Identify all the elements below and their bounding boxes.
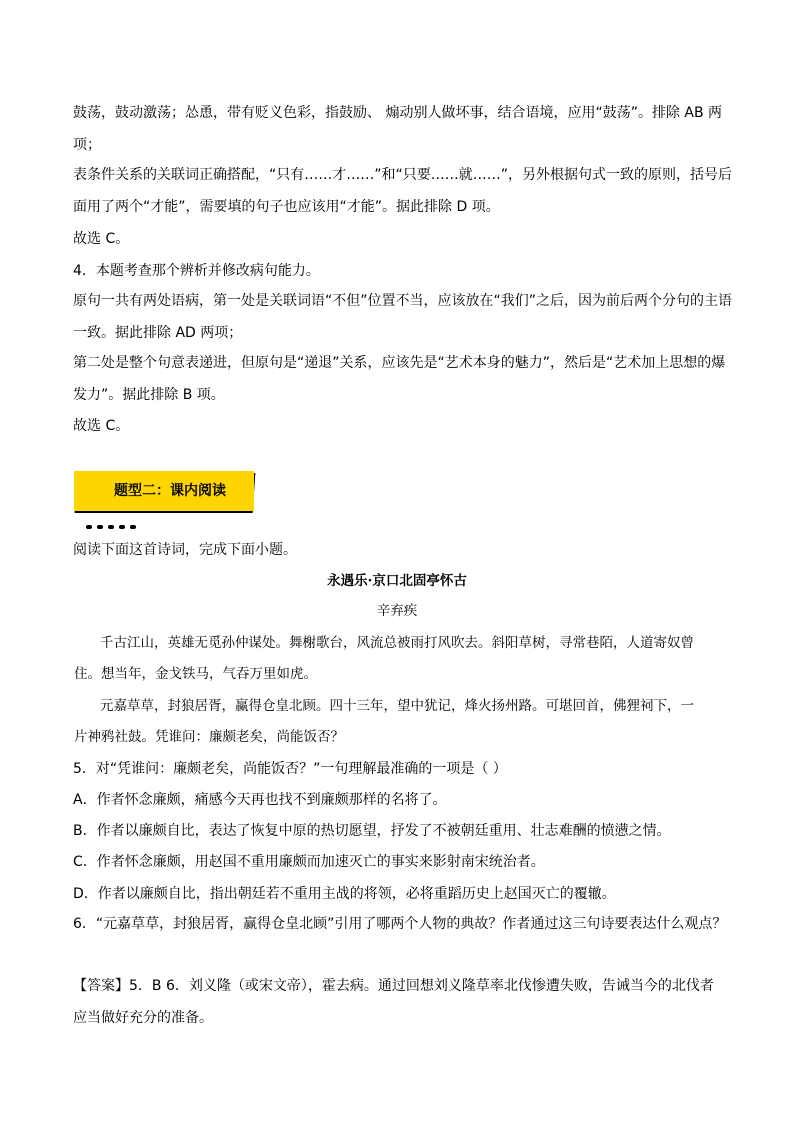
instruction-text: 阅读下面这首诗词，完成下面小题。 <box>73 542 297 558</box>
poem-line: 元嘉草草，封狼居胥，赢得仓皇北顾。四十三年，望中犹记，烽火扬州路。可堪回首，佛狸祠下，一 <box>100 698 694 714</box>
section-banner <box>70 467 258 517</box>
explanation-line: 项； <box>73 137 101 153</box>
explanation-line: 原句一共有两处语病，第一处是关联词语“不但”位置不当，应该放在“我们”之后，因为前后两个分句的主语 <box>73 293 733 309</box>
question-six: 6．“元嘉草草，封狼居胥，赢得仓皇北顾”引用了哪两个人物的典故？作者通过这三句诗要表达什么观点？ <box>73 916 727 932</box>
question-option-a: A．作者怀念廉颇，痛感今天再也找不到廉颇那样的名将了。 <box>73 792 447 808</box>
explanation-line: 4．本题考查那个辨析并修改病句能力。 <box>73 263 320 279</box>
explanation-line: 第二处是整个句意表递进，但原句是“递退”关系，应该先是“艺术本身的魅力”，然后是“艺术加上思想的爆 <box>73 355 726 371</box>
explanation-line: 故选 C。 <box>73 418 130 434</box>
poem-line: 千古江山，英雄无觅孙仲谋处。舞榭歌台，风流总被雨打风吹去。斜阳草树，寻常巷陌，人道寄奴曾 <box>100 635 694 651</box>
explanation-line: 一致。据此排除 AD 两项； <box>73 325 243 341</box>
explanation-line: 表条件关系的关联词正确搭配，“只有……才……”和“只要……就……”，另外根据句式一致的原则，括号后 <box>73 167 733 183</box>
question-option-b: B．作者以廉颇自比，表达了恢复中原的热切愿望，抒发了不被朝廷重用、壮志难酬的愤懑之情。 <box>73 823 671 839</box>
explanation-line: 故选 C。 <box>73 231 130 247</box>
poem-line: 片神鸦社鼓。凭谁问：廉颇老矣，尚能饭否？ <box>74 729 344 745</box>
question-option-d: D．作者以廉颇自比，指出朝廷若不重用主战的将领，必将重蹈历史上赵国灭亡的覆辙。 <box>73 886 616 902</box>
question-stem: 5．对“凭谁问：廉颇老矣，尚能饭否？”一句理解最准确的一项是（ ） <box>73 761 507 777</box>
answer-line: 应当做好充分的准备。 <box>73 1010 213 1026</box>
banner-decoration <box>86 514 141 533</box>
question-option-c: C．作者怀念廉颇，用赵国不重用廉颇而加速灭亡的事实来影射南宋统治者。 <box>73 854 545 870</box>
section-title: 题型二：课内阅读 <box>114 483 226 499</box>
poem-title: 永遇乐·京口北固亭怀古 <box>327 573 467 589</box>
explanation-line: 鼓荡，鼓动激荡；怂恿，带有贬义色彩，指鼓励、 煽动别人做坏事，结合语境，应用“鼓荡”。排除 AB 两 <box>73 105 723 121</box>
answer-line: 【答案】5．B 6．刘义隆（或宋文帝），霍去病。通过回想刘义隆草率北伐惨遭失败，告诫当今的北伐者 <box>73 978 714 994</box>
explanation-line: 面用了两个“才能”，需要填的句子也应该用“才能”。据此排除 D 项。 <box>73 199 500 215</box>
explanation-line: 发力”。据此排除 B 项。 <box>73 387 225 403</box>
poem-author: 辛弃疾 <box>376 603 418 619</box>
poem-line: 住。想当年，金戈铁马，气吞万里如虎。 <box>74 666 317 682</box>
